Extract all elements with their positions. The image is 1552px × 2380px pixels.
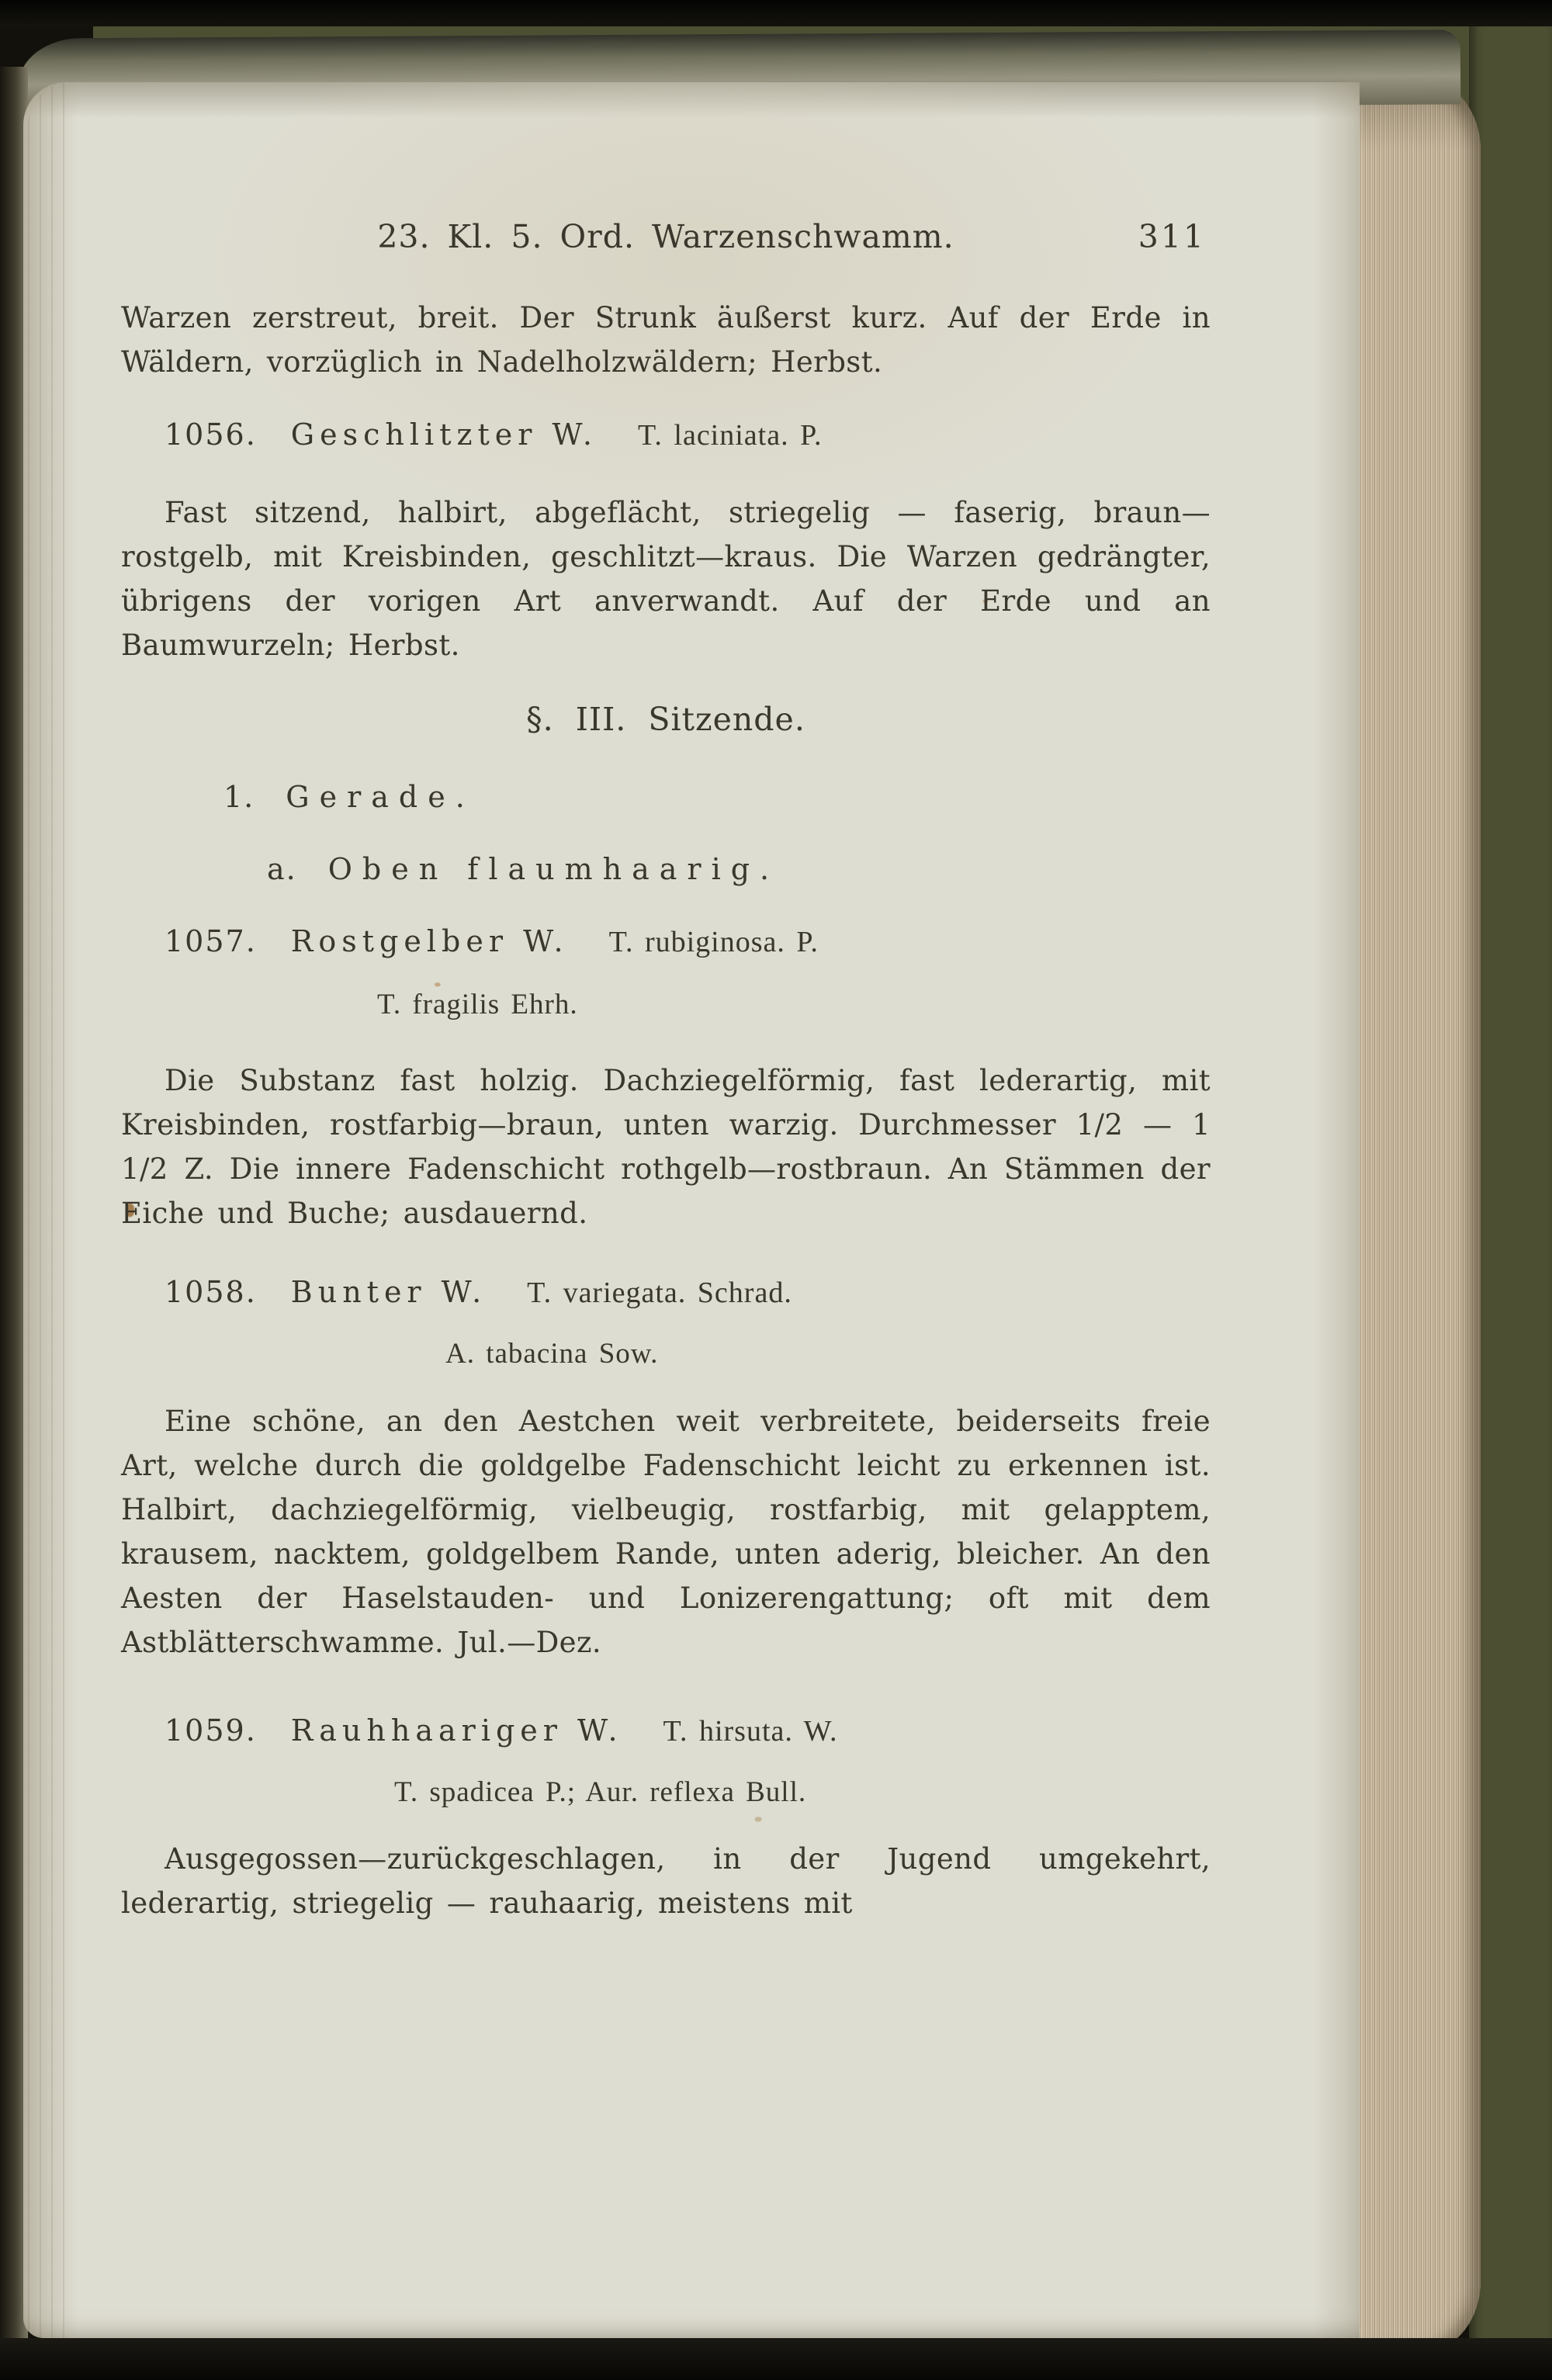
subsubsection-letter: a. <box>267 852 297 886</box>
entry-heading-1057 <box>165 922 1211 961</box>
page-fore-edge-stack <box>1352 81 1481 2351</box>
entry-heading-1059 <box>165 1711 1211 1751</box>
entry-description-1057: Die Substanz fast holzig. Dachziegelförmig, fast lederartig, mit Kreisbinden, rostfarbig—braun, unten warzig. Durchmesser 1/2 — 1 1/2 Z. Die innere Fadenschicht rothgelb—rostbraun. An Stämmen der Eiche und Buche; ausdauernd. <box>121 1064 1211 1230</box>
subsubsection-heading <box>267 850 1211 889</box>
entry-synonym-1059: T. spadicea P.; Aur. reflexa Bull. <box>394 1776 807 1808</box>
entry-german-name: Bunter W. <box>290 1275 487 1309</box>
entry-synonym-1058: A. tabacina Sow. <box>445 1338 659 1370</box>
section-heading <box>121 700 1211 739</box>
entry-number: 1056. <box>165 417 257 452</box>
entry-synonym-1057: T. fragilis Ehrh. <box>377 989 578 1020</box>
entry-heading-1056 <box>165 415 1211 455</box>
running-head-title: Warzenschwamm. <box>652 218 954 255</box>
subsection-number: 1. <box>223 780 255 814</box>
subsection-heading <box>223 778 1211 816</box>
book-cover-marbled-board <box>1469 14 1552 2380</box>
subsection-title: Gerade. <box>286 780 475 814</box>
entry-heading-1058 <box>165 1273 1211 1312</box>
page-text-area <box>23 82 1360 2338</box>
entry-description-1058: Eine schöne, an den Aestchen weit verbreitete, beiderseits freie Art, welche durch die goldgelbe Fadenschicht leicht zu erkennen ist. Halbirt, dachziegelförmig, vielbeugig, rostfarbig, mit gelapptem, krausem, nacktem, goldgelbem Rande, unten aderig, bleicher. An den Aesten der Haselstauden- und Lonizerengattung; oft mit dem Astblätterschwamme. Jul.—Dez. <box>121 1405 1211 1659</box>
entry-german-name: Rostgelber W. <box>290 924 569 958</box>
subsubsection-title: Oben flaumhaarig. <box>327 852 780 886</box>
book-page <box>23 82 1360 2338</box>
entry-description-1059: Ausgegossen—zurückgeschlagen, in der Jugend umgekehrt, lederartig, striegelig — rauhaarig, meistens mit <box>121 1842 1211 1920</box>
intro-paragraph: Warzen zerstreut, breit. Der Strunk äußerst kurz. Auf der Erde in Wäldern, vorzüglich in Nadelholzwäldern; Herbst. <box>121 301 1211 379</box>
entry-latin-name: T. variegata. Schrad. <box>527 1277 792 1309</box>
entry-latin-name: T. hirsuta. W. <box>663 1715 838 1748</box>
entry-latin-name: T. rubiginosa. P. <box>608 926 819 958</box>
background-top-band <box>0 0 1552 26</box>
entry-german-name: Rauhhaariger W. <box>290 1713 623 1748</box>
page-number: 311 <box>1138 218 1206 255</box>
running-head-classification: 23. Kl. 5. Ord. <box>377 218 635 255</box>
section-title: Sitzende. <box>648 701 805 738</box>
background-bottom-band <box>0 2338 1552 2380</box>
section-mark: §. III. <box>526 701 627 738</box>
entry-number: 1057. <box>165 924 257 958</box>
entry-description-1056: Fast sitzend, halbirt, abgeflächt, striegelig — faserig, braun—rostgelb, mit Kreisbinden, geschlitzt—kraus. Die Warzen gedrängter, übrigens der vorigen Art anverwandt. Auf der Erde und an Baumwurzeln; Herbst. <box>121 496 1211 662</box>
entry-number: 1059. <box>165 1713 257 1748</box>
entry-latin-name: T. laciniata. P. <box>638 419 823 452</box>
entry-number: 1058. <box>165 1275 257 1309</box>
running-head <box>121 218 1211 255</box>
entry-german-name: Geschlitzter W. <box>290 417 598 452</box>
